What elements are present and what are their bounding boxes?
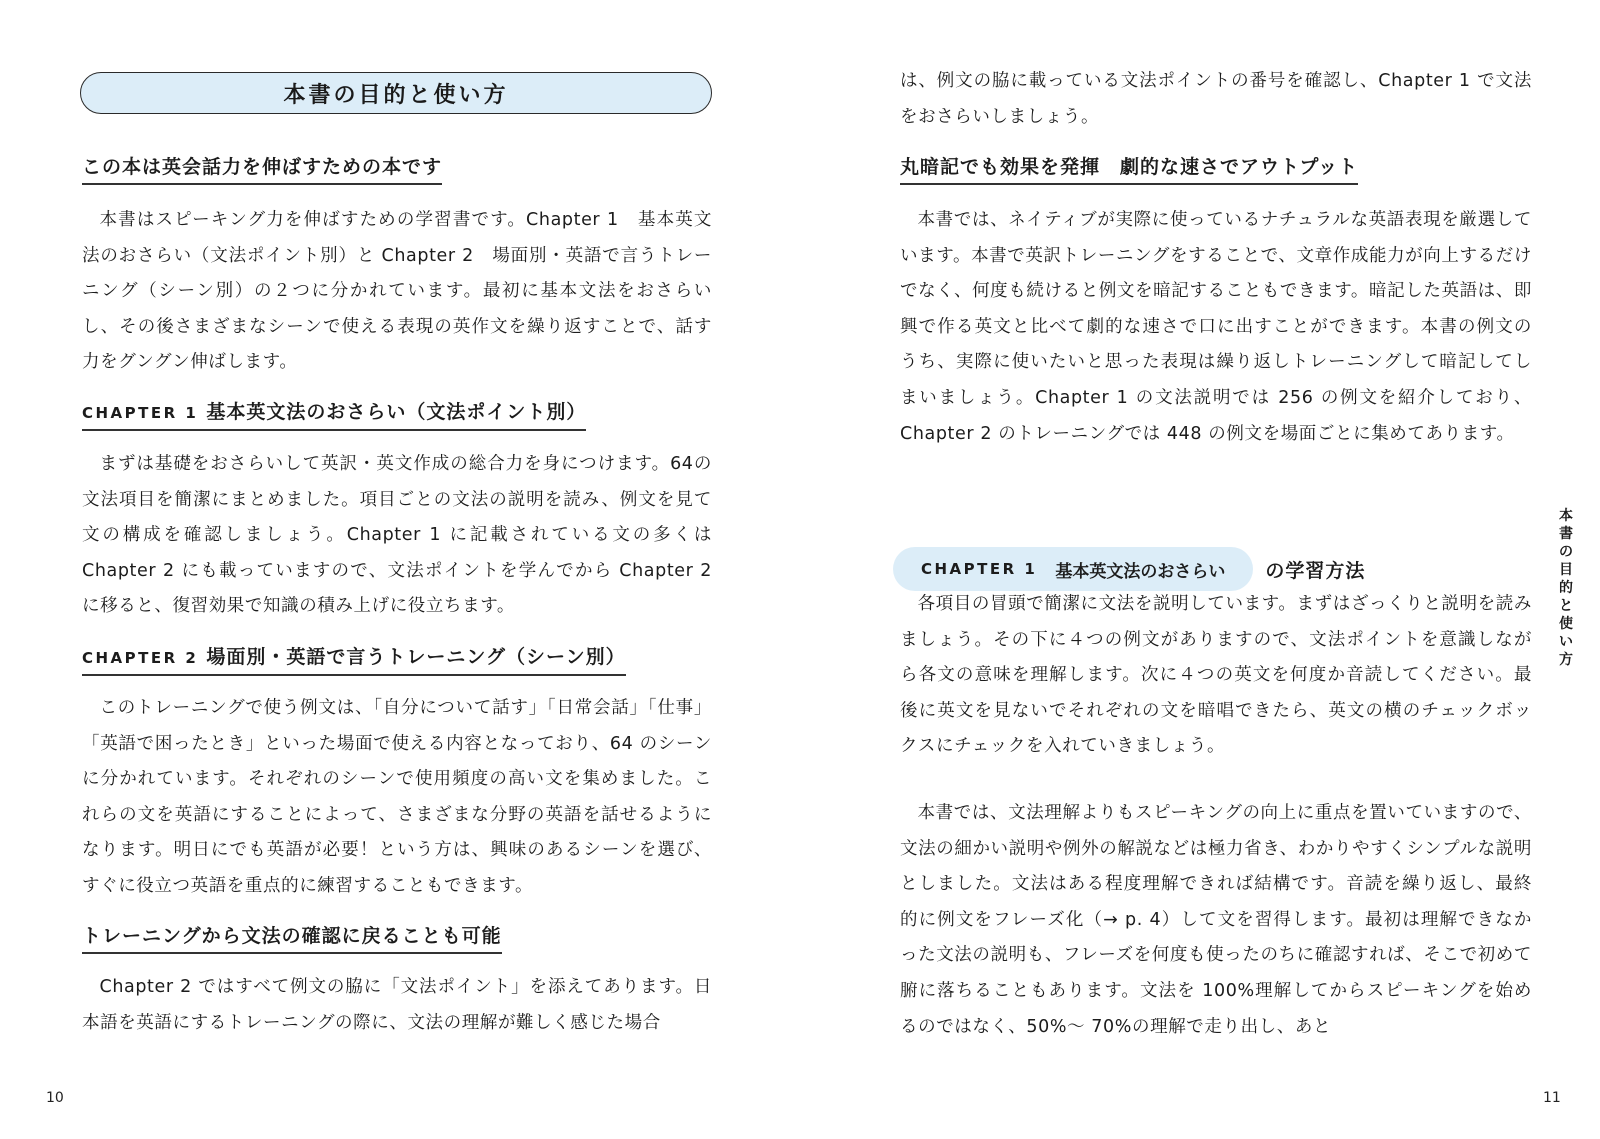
section-body-chapter2: このトレーニングで使う例文は、「自分について話す」「日常会話」「仕事」「英語で困ったとき」といった場面で使える内容となっており、64 のシーンに分かれています。それぞれのシーンで使用頻度の高い文を集めました。これらの文を英語にすることによって、さまざまな分野の英語を話せるようになります。明日にでも英語が必要！という方は、興味のあるシーンを選び、すぐに役立つ英語を重点的に練習することもできます。 (82, 698, 712, 896)
page-title: 本書の目的と使い方 (283, 82, 509, 108)
continuation-text: は、例文の脇に載っている文法ポイントの番号を確認し、Chapter 1 で文法をおさらいしましょう。 (900, 71, 1532, 127)
method-body-1: 各項目の冒頭で簡潔に文法を説明しています。まずはざっくりと説明を読みましょう。その下に４つの例文がありますので、文法ポイントを意識しながら各文の意味を理解します。次に４つの英文を何度か音読してください。最後に英文を見ないでそれぞれの文を暗唱できたら、英文の横のチェックボックスにチェックを入れていきましょう。 (900, 594, 1532, 757)
chapter-label: CHAPTER 2 (82, 649, 199, 667)
section-heading-text: トレーニングから文法の確認に戻ることも可能 (82, 925, 502, 947)
method-body-2: 本書では、文法理解よりもスピーキングの向上に重点を置いていますので、文法の細かい説明や例外の解説などは極力省き、わかりやすくシンプルな説明としました。文法はある程度理解できれば結構です。音読を繰り返し、最終的に例文をフレーズ化（→ p. 4）して文を習得します。最初は理解できなかった文法の説明も、フレーズを何度も使ったのちに確認すれば、そこで初めて腑に落ちることもあります。文法を 100%理解してからスピーキングを始めるのではなく、50%～ 70%の理解で走り出し、あと (900, 803, 1532, 1037)
chapter1-pill (893, 547, 1253, 591)
page-number-right: 11 (1543, 1090, 1561, 1106)
section-heading-memorization (900, 155, 1358, 185)
section-heading-chapter2 (82, 645, 626, 676)
section-heading-grammar-check (82, 924, 502, 954)
pill-title: 基本英文法のおさらい (1055, 561, 1226, 582)
chapter-label: CHAPTER 1 (921, 560, 1038, 578)
section-heading-text: 場面別・英語で言うトレーニング（シーン別） (206, 646, 626, 668)
section-heading-chapter1 (82, 400, 586, 431)
section-heading-intro (82, 155, 442, 185)
page-title-box (80, 72, 712, 114)
section-body-chapter1: まずは基礎をおさらいして英訳・英文作成の総合力を身につけます。64の文法項目を簡潔にまとめました。項目ごとの文法の説明を読み、例文を見て文の構成を確認しましょう。Chapter 1 に記載されている文の多くはChapter 2 にも載っていますので、文法ポイントを学んでから Chapter 2に移ると、復習効果で知識の積み上げに役立ちます。 (82, 454, 712, 617)
section-body-memorization: 本書では、ネイティブが実際に使っているナチュラルな英語表現を厳選しています。本書で英訳トレーニングをすることで、文章作成能力が向上するだけでなく、何度も続けると例文を暗記することもできます。暗記した英語は、即興で作る英文と比べて劇的な速さで口に出すことができます。本書の例文のうち、実際に使いたいと思った表現は繰り返しトレーニングして暗記してしまいましょう。Chapter 1 の文法説明では 256 の例文を紹介しており、Chapter 2 のトレーニングでは 448 の例文を場面ごとに集めてあります。 (900, 210, 1532, 444)
section-heading-text: 丸暗記でも効果を発揮 劇的な速さでアウトプット (900, 156, 1359, 178)
side-tab-label: 本書の目的と使い方 (1559, 508, 1573, 668)
method-heading-suffix: の学習方法 (1265, 559, 1366, 582)
section-body-intro: 本書はスピーキング力を伸ばすための学習書です。Chapter 1 基本英文法のおさらい（文法ポイント別）と Chapter 2 場面別・英語で言うトレーニング（シーン別）の２つに分かれています。最初に基本文法をおさらいし、その後さまざまなシーンで使える表現の英作文を繰り返すことで、話す力をグングン伸ばします。 (82, 210, 712, 373)
section-body-grammar-check: Chapter 2 ではすべて例文の脇に「文法ポイント」を添えてあります。日本語を英語にするトレーニングの際に、文法の理解が難しく感じた場合 (82, 977, 712, 1033)
method-heading (893, 547, 1365, 591)
section-heading-text: この本は英会話力を伸ばすための本です (82, 156, 443, 178)
section-heading-text: 基本英文法のおさらい（文法ポイント別） (206, 401, 587, 423)
chapter-label: CHAPTER 1 (82, 404, 199, 422)
page-number-left: 10 (46, 1090, 64, 1106)
